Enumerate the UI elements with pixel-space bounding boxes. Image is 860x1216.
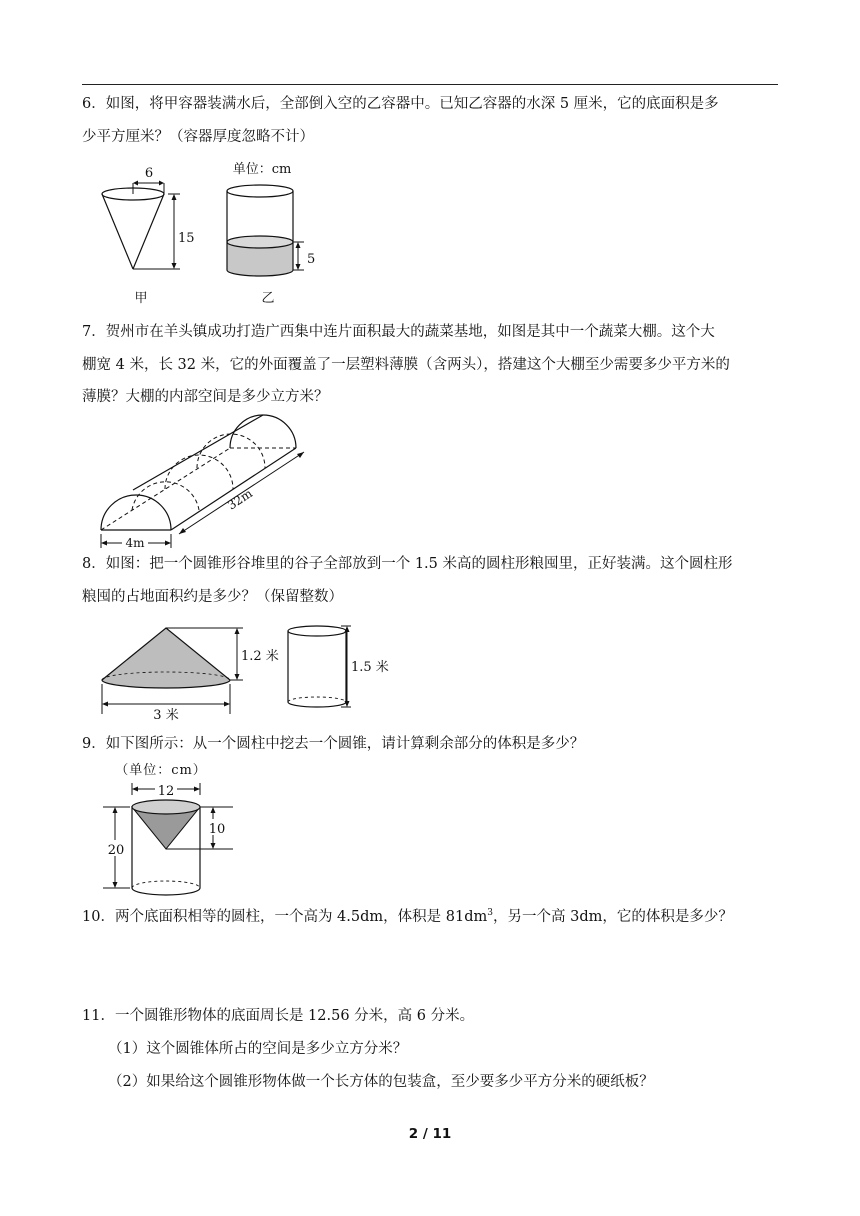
q6-radius-label: 6 bbox=[144, 166, 154, 181]
q6-label-jia: 甲 bbox=[134, 291, 148, 306]
q8-cone-diameter-label: 3 米 bbox=[153, 708, 179, 722]
q6-figure bbox=[90, 158, 340, 308]
q10-text-part-b: ，另一个高 3dm，它的体积是多少？ bbox=[492, 908, 733, 925]
q10-text-part-a: 10．两个底面积相等的圆柱，一个高为 4.5dm，体积是 81dm bbox=[82, 908, 488, 925]
q9-cylinder-height-label: 20 bbox=[107, 843, 125, 858]
q9-text-line-1: 9．如下图所示：从一个圆柱中挖去一个圆锥，请计算剩余部分的体积是多少？ bbox=[82, 736, 585, 752]
q11-text-line-1: 11．一个圆锥形物体的底面周长是 12.56 分米，高 6 分米。 bbox=[82, 1008, 475, 1024]
q6-depth-label: 5 bbox=[307, 252, 316, 267]
q6-unit-label: 单位：cm bbox=[232, 162, 292, 177]
q8-figure bbox=[95, 620, 405, 722]
q8-cylinder-height-label: 1.5 米 bbox=[351, 660, 389, 675]
q6-text-line-2: 少平方厘米？（容器厚度忽略不计） bbox=[82, 129, 314, 145]
q10-superscript: 3 bbox=[487, 908, 493, 918]
q8-text-line-2: 粮囤的占地面积约是多少？（保留整数） bbox=[82, 589, 343, 605]
q7-text-line-2: 棚宽 4 米，长 32 米，它的外面覆盖了一层塑料薄膜（含两头），搭建这个大棚至少需要多少平方米的 bbox=[82, 357, 730, 373]
q9-unit-label: （单位：cm） bbox=[115, 763, 207, 778]
q9-diameter-label: 12 bbox=[157, 784, 175, 799]
q9-figure bbox=[95, 757, 245, 897]
q6-text-line-1: 6．如图，将甲容器装满水后，全部倒入空的乙容器中。已知乙容器的水深 5 厘米，它的底面积是多 bbox=[82, 96, 719, 112]
q7-text-line-3: 薄膜？大棚的内部空间是多少立方米？ bbox=[82, 389, 329, 405]
q8-cone-height-label: 1.2 米 bbox=[241, 649, 279, 664]
q7-width-label: 4m bbox=[125, 536, 145, 550]
header-rule bbox=[82, 84, 778, 85]
q6-height-label: 15 bbox=[178, 231, 195, 246]
q11-sub-question-1: （1）这个圆锥体所占的空间是多少立方分米？ bbox=[108, 1041, 408, 1057]
q8-text-line-1: 8．如图：把一个圆锥形谷堆里的谷子全部放到一个 1.5 米高的圆柱形粮囤里，正好装满。这个圆柱形 bbox=[82, 556, 733, 572]
page-number: 2 / 11 bbox=[408, 1126, 452, 1142]
q9-cone-height-label: 10 bbox=[208, 822, 226, 837]
q7-length-label: 32m bbox=[225, 486, 255, 513]
q11-sub-question-2: （2）如果给这个圆锥形物体做一个长方体的包装盒，至少要多少平方分米的硬纸板？ bbox=[108, 1074, 654, 1090]
q7-text-line-1: 7．贺州市在羊头镇成功打造广西集中连片面积最大的蔬菜基地，如图是其中一个蔬菜大棚。这个大 bbox=[82, 324, 715, 340]
q6-label-yi: 乙 bbox=[261, 291, 275, 306]
q7-greenhouse-figure bbox=[95, 408, 325, 550]
q10-text-line-1 bbox=[82, 903, 778, 927]
